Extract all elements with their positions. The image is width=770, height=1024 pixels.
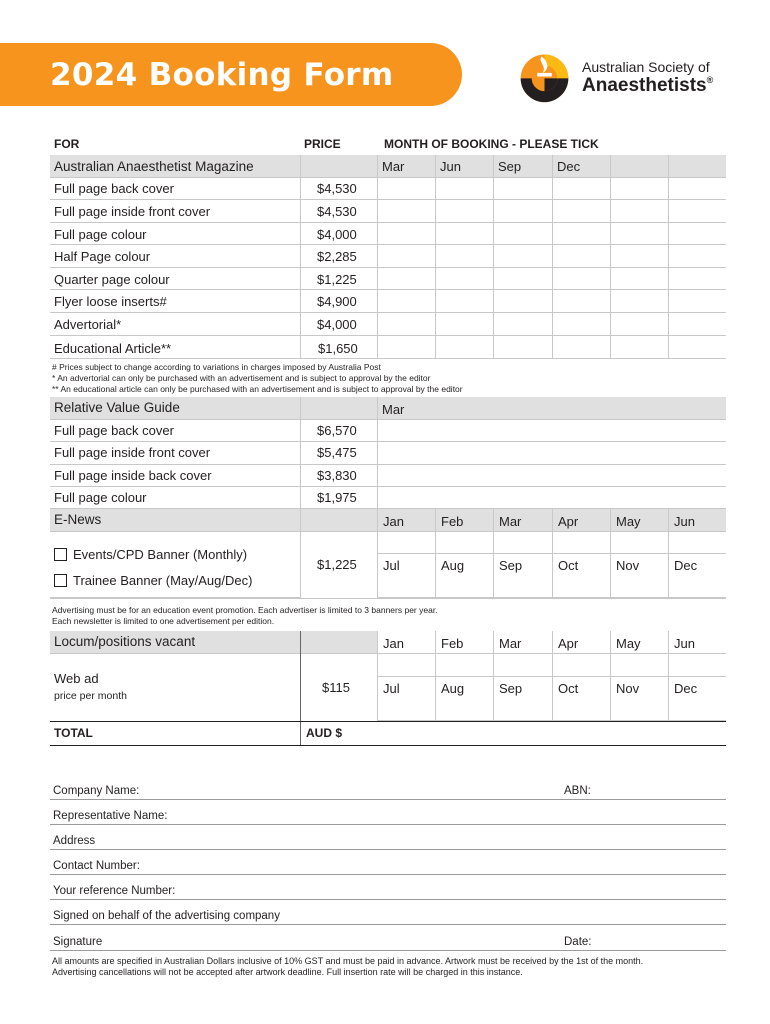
enews-month[interactable]: Nov	[616, 558, 640, 573]
column-divider	[668, 509, 669, 598]
enews-note: Each newsletter is limited to one advertisement per edition.	[52, 616, 275, 626]
locum-month[interactable]: Feb	[441, 636, 464, 651]
magazine-month-sep: Sep	[498, 159, 522, 174]
item-price: $4,000	[317, 227, 357, 242]
table-row	[50, 268, 726, 290]
column-divider	[435, 631, 436, 721]
column-divider	[610, 509, 611, 598]
column-divider	[435, 509, 436, 598]
page-title: 2024 Booking Form	[50, 57, 394, 93]
item-price: $5,475	[317, 445, 357, 460]
total-bottom-rule	[50, 745, 726, 746]
locum-month[interactable]: Sep	[499, 681, 523, 696]
enews-month[interactable]: Sep	[499, 558, 523, 573]
locum-month[interactable]: Dec	[674, 681, 698, 696]
magazine-title: Australian Anaesthetist Magazine	[54, 159, 254, 174]
enews-month[interactable]: Aug	[441, 558, 465, 573]
rvg-section-header	[50, 397, 726, 420]
item-price: $3,830	[317, 468, 357, 483]
enews-option-trainee-label: Trainee Banner (May/Aug/Dec)	[73, 573, 253, 588]
column-divider	[493, 631, 494, 721]
table-row	[50, 313, 726, 336]
reference-number-label: Your reference Number:	[53, 885, 176, 897]
column-divider	[552, 631, 553, 721]
enews-bottom-rule	[50, 598, 726, 599]
signature-field[interactable]	[50, 931, 726, 951]
column-divider	[300, 509, 301, 598]
enews-option-events[interactable]	[54, 547, 247, 562]
locum-month[interactable]: Jun	[674, 636, 695, 651]
locum-price: $115	[322, 680, 350, 695]
enews-month[interactable]: Jul	[383, 558, 400, 573]
magazine-note: ** An educational article can only be purchased with an advertisement and is subject to approval by the editor	[52, 384, 463, 394]
item-label: Full page inside front cover	[54, 445, 211, 460]
locum-item-label: Web ad	[54, 671, 99, 686]
representative-name-label: Representative Name:	[53, 810, 168, 822]
rvg-title: Relative Value Guide	[54, 400, 180, 415]
column-divider	[610, 155, 611, 359]
column-divider	[300, 155, 301, 359]
signed-on-behalf-label: Signed on behalf of the advertising company	[53, 910, 280, 922]
item-price: $6,570	[317, 423, 357, 438]
item-label: Full page colour	[54, 490, 147, 505]
item-label: Advertorial*	[54, 317, 122, 332]
locum-month[interactable]: May	[616, 636, 641, 651]
total-label: TOTAL	[54, 726, 93, 740]
column-divider	[493, 155, 494, 359]
enews-price: $1,225	[317, 557, 357, 572]
magazine-section-header	[50, 155, 726, 178]
checkbox-events-banner[interactable]	[54, 548, 67, 561]
item-label: Full page back cover	[54, 181, 174, 196]
rvg-month-mar: Mar	[382, 402, 405, 417]
magazine-note: * An advertorial can only be purchased with an advertisement and is subject to approval by the editor	[52, 373, 431, 383]
item-label: Quarter page colour	[54, 272, 170, 287]
company-name-field[interactable]	[50, 780, 726, 800]
enews-option-trainee[interactable]	[54, 573, 252, 588]
enews-month[interactable]: Oct	[558, 558, 579, 573]
enews-month[interactable]: Apr	[558, 514, 579, 529]
enews-title: E-News	[54, 512, 102, 527]
date-label: Date:	[564, 936, 592, 948]
enews-options	[50, 532, 300, 598]
table-row	[50, 487, 726, 509]
enews-month[interactable]: Dec	[674, 558, 698, 573]
column-header-price: PRICE	[304, 137, 341, 151]
enews-month[interactable]: Jun	[674, 514, 695, 529]
column-divider	[493, 509, 494, 598]
footer-terms	[52, 956, 643, 978]
item-price: $1,975	[317, 490, 357, 505]
table-row	[50, 178, 726, 200]
magazine-month-mar: Mar	[382, 159, 405, 174]
enews-month[interactable]: Feb	[441, 514, 464, 529]
column-divider	[377, 397, 378, 509]
magazine-month-dec: Dec	[557, 159, 581, 174]
column-divider	[300, 397, 301, 509]
item-label: Full page back cover	[54, 423, 174, 438]
locum-month[interactable]: Jan	[383, 636, 404, 651]
column-divider	[552, 155, 553, 359]
locum-section-header	[50, 631, 300, 654]
item-label: Full page colour	[54, 227, 147, 242]
locum-month[interactable]: Oct	[558, 681, 579, 696]
column-header-month: MONTH OF BOOKING - PLEASE TICK	[384, 137, 599, 151]
enews-note: Advertising must be for an education event promotion. Each advertiser is limited to 3 banners per year.	[52, 605, 438, 615]
org-name-line2: Anaesthetists	[582, 75, 707, 96]
org-name-line1: Australian Society of	[582, 59, 710, 75]
enews-month[interactable]: Jan	[383, 514, 404, 529]
item-price: $1,225	[317, 272, 357, 287]
total-currency: AUD $	[306, 726, 343, 740]
footer-line1: All amounts are specified in Australian Dollars inclusive of 10% GST and must be paid in advance. Artwork must be received by the 1st of the month.	[52, 956, 644, 966]
table-row	[50, 336, 726, 359]
contact-number-field[interactable]	[50, 855, 726, 875]
magazine-month-jun: Jun	[440, 159, 461, 174]
checkbox-trainee-banner[interactable]	[54, 574, 67, 587]
table-row	[50, 245, 726, 268]
total-top-rule	[50, 721, 726, 722]
company-name-label: Company Name:	[53, 785, 140, 797]
item-label: Full page inside back cover	[54, 468, 212, 483]
magazine-note: # Prices subject to change according to variations in charges imposed by Australia Post	[52, 362, 381, 372]
org-name	[582, 60, 713, 95]
locum-month[interactable]: Nov	[616, 681, 640, 696]
item-price: $4,530	[317, 181, 357, 196]
table-row	[50, 465, 726, 487]
table-row	[50, 223, 726, 245]
locum-month[interactable]: Jul	[383, 681, 400, 696]
signed-on-behalf-field[interactable]	[50, 905, 726, 925]
column-divider	[610, 631, 611, 721]
contact-number-label: Contact Number:	[53, 860, 140, 872]
item-price: $1,650	[318, 341, 358, 356]
enews-month[interactable]: May	[616, 514, 641, 529]
item-price: $4,530	[317, 204, 357, 219]
column-divider	[552, 509, 553, 598]
locum-title: Locum/positions vacant	[54, 634, 196, 649]
locum-price-header	[300, 631, 377, 654]
reference-number-field[interactable]	[50, 880, 726, 900]
item-price: $2,285	[317, 249, 357, 264]
item-price: $4,900	[317, 294, 357, 309]
title-banner	[0, 43, 462, 106]
item-label: Educational Article**	[54, 341, 172, 356]
registered-mark: ®	[706, 75, 714, 85]
column-divider	[668, 631, 669, 721]
table-row	[50, 420, 726, 442]
locum-month[interactable]: Mar	[499, 636, 522, 651]
signature-label: Signature	[53, 936, 103, 948]
column-header-for: FOR	[54, 137, 80, 151]
item-label: Full page inside front cover	[54, 204, 211, 219]
abn-label: ABN:	[564, 785, 591, 797]
column-divider	[377, 509, 378, 598]
column-divider	[377, 155, 378, 359]
asa-logo-icon	[517, 49, 572, 104]
item-price: $4,000	[317, 317, 357, 332]
table-row	[50, 200, 726, 223]
locum-item-sub: price per month	[54, 690, 127, 702]
address-field[interactable]	[50, 830, 726, 850]
table-row	[50, 290, 726, 313]
column-divider	[300, 631, 301, 746]
locum-month[interactable]: Apr	[558, 636, 579, 651]
column-divider	[668, 155, 669, 359]
column-divider	[377, 631, 378, 721]
locum-month[interactable]: Aug	[441, 681, 465, 696]
item-label: Flyer loose inserts#	[54, 294, 167, 309]
enews-month[interactable]: Mar	[499, 514, 522, 529]
enews-option-events-label: Events/CPD Banner (Monthly)	[73, 547, 248, 562]
footer-line2: Advertising cancellations will not be accepted after artwork deadline. Full insertion rate will be charged in this instance.	[52, 967, 523, 977]
address-label: Address	[53, 835, 96, 847]
column-divider	[435, 155, 436, 359]
item-label: Half Page colour	[54, 249, 151, 264]
representative-name-field[interactable]	[50, 805, 726, 825]
table-row	[50, 442, 726, 465]
